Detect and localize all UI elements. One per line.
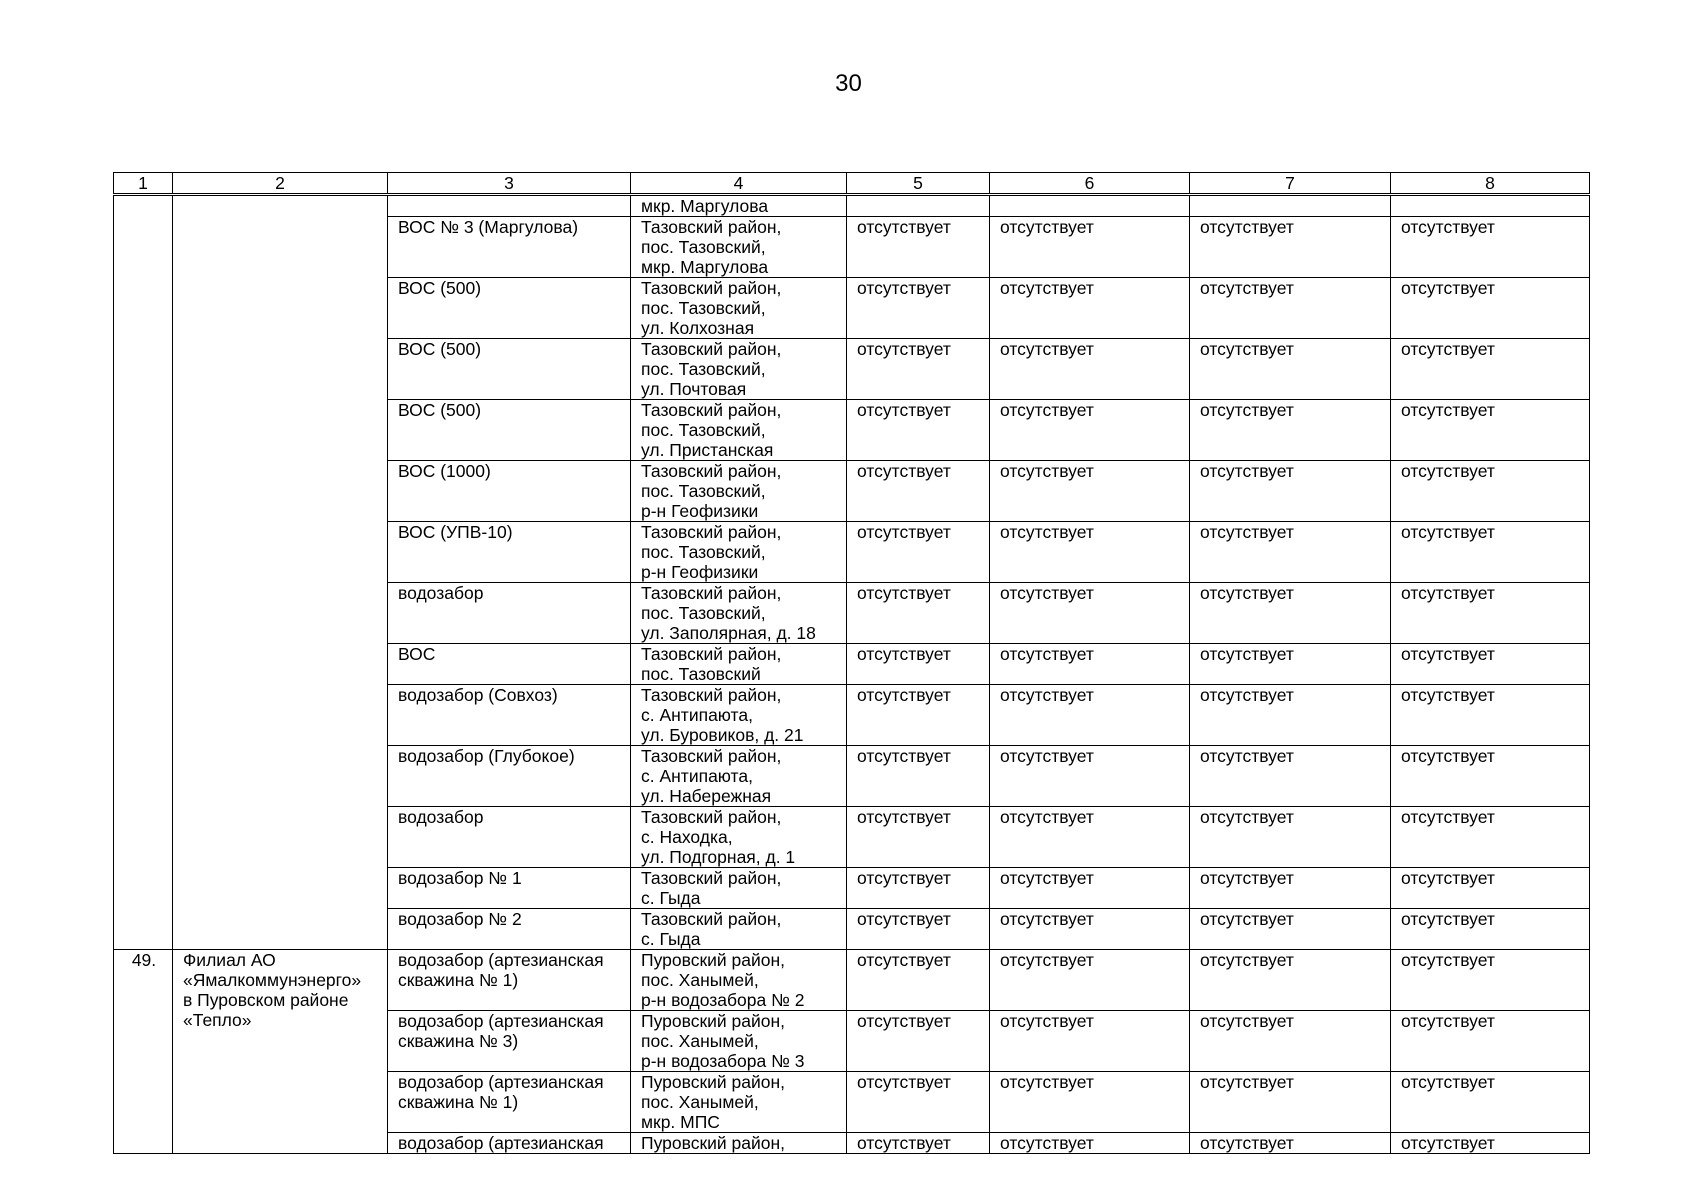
- status-cell: отсутствует: [847, 807, 990, 868]
- status-cell: отсутствует: [990, 400, 1190, 461]
- object-line: ВОС (УПВ-10): [398, 522, 513, 542]
- address-cell: [631, 522, 847, 583]
- address-cell: [631, 461, 847, 522]
- status-cell: отсутствует: [1190, 685, 1391, 746]
- address-line: Тазовский район,: [641, 522, 782, 542]
- number-cell: 49.: [114, 950, 173, 1154]
- object-cell: [388, 950, 631, 1011]
- object-cell: [388, 583, 631, 644]
- object-line: ВОС № 3 (Маргулова): [398, 217, 579, 237]
- object-line: водозабор: [398, 807, 484, 827]
- address-cell: [631, 1011, 847, 1072]
- status-cell: отсутствует: [847, 909, 990, 950]
- address-line: пос. Тазовский,: [641, 542, 766, 562]
- status-cell: отсутствует: [1391, 868, 1590, 909]
- status-cell: отсутствует: [990, 339, 1190, 400]
- address-cell: [631, 807, 847, 868]
- object-cell: [388, 461, 631, 522]
- status-cell: отсутствует: [1190, 1011, 1391, 1072]
- status-cell: отсутствует: [847, 1011, 990, 1072]
- address-line: Тазовский район,: [641, 217, 782, 237]
- address-cell: [631, 950, 847, 1011]
- address-line: пос. Тазовский,: [641, 359, 766, 379]
- status-cell: отсутствует: [1391, 583, 1590, 644]
- object-line: ВОС (500): [398, 400, 482, 420]
- address-line: пос. Тазовский,: [641, 237, 766, 257]
- organization-line: в Пуровском районе: [183, 990, 349, 1010]
- address-line: с. Гыда: [641, 929, 701, 949]
- address-line: ул. Пристанская: [641, 440, 774, 460]
- status-cell: отсутствует: [1391, 644, 1590, 685]
- object-line: ВОС (500): [398, 339, 482, 359]
- address-cell: [631, 400, 847, 461]
- object-line: водозабор (Глубокое): [398, 746, 575, 766]
- object-cell: [388, 746, 631, 807]
- status-cell: отсутствует: [990, 1011, 1190, 1072]
- address-line: Пуровский район,: [641, 1072, 786, 1092]
- status-cell: отсутствует: [1391, 1011, 1590, 1072]
- status-cell: отсутствует: [1190, 807, 1391, 868]
- status-cell: отсутствует: [847, 644, 990, 685]
- status-cell: отсутствует: [990, 950, 1190, 1011]
- object-line: водозабор: [398, 583, 484, 603]
- status-cell: отсутствует: [1190, 950, 1391, 1011]
- column-header: 5: [847, 173, 990, 195]
- address-line: ул. Заполярная, д. 18: [641, 623, 816, 643]
- status-cell: отсутствует: [1190, 217, 1391, 278]
- status-cell: отсутствует: [990, 278, 1190, 339]
- address-line: Пуровский район,: [641, 1133, 786, 1153]
- address-cell: [631, 644, 847, 685]
- address-cell: [631, 1133, 847, 1154]
- address-line: мкр. Маргулова: [641, 257, 769, 277]
- object-cell: [388, 522, 631, 583]
- address-line: пос. Тазовский,: [641, 603, 766, 623]
- status-cell: отсутствует: [1190, 868, 1391, 909]
- object-cell: [388, 1133, 631, 1154]
- status-cell: отсутствует: [847, 950, 990, 1011]
- status-cell: отсутствует: [1391, 685, 1590, 746]
- table-body: [114, 195, 1590, 1154]
- column-header: 2: [173, 173, 388, 195]
- address-line: мкр. МПС: [641, 1112, 720, 1132]
- status-cell: отсутствует: [990, 1072, 1190, 1133]
- address-line: Пуровский район,: [641, 950, 786, 970]
- address-line: Тазовский район,: [641, 278, 782, 298]
- address-line: пос. Тазовский,: [641, 481, 766, 501]
- column-number-row: [114, 173, 1590, 195]
- status-cell: отсутствует: [990, 644, 1190, 685]
- object-line: скважина № 1): [398, 1092, 519, 1112]
- object-line: водозабор (артезианская: [398, 950, 604, 970]
- address-line: с. Антипаюта,: [641, 766, 753, 786]
- address-line: пос. Тазовский,: [641, 420, 766, 440]
- address-line: ул. Колхозная: [641, 318, 755, 338]
- object-cell: [388, 644, 631, 685]
- status-cell: отсутствует: [1391, 461, 1590, 522]
- object-line: скважина № 3): [398, 1031, 519, 1051]
- column-header: 1: [114, 173, 173, 195]
- organization-line: Филиал АО: [183, 950, 276, 970]
- address-line: р-н Геофизики: [641, 501, 759, 521]
- status-cell: отсутствует: [847, 522, 990, 583]
- status-cell: отсутствует: [847, 217, 990, 278]
- status-cell: отсутствует: [990, 746, 1190, 807]
- object-cell: [388, 868, 631, 909]
- status-cell: отсутствует: [1391, 217, 1590, 278]
- status-cell: отсутствует: [990, 217, 1190, 278]
- status-cell: отсутствует: [1391, 1072, 1590, 1133]
- object-line: водозабор (артезианская: [398, 1011, 604, 1031]
- status-cell: отсутствует: [1391, 400, 1590, 461]
- status-cell: отсутствует: [1391, 1133, 1590, 1154]
- object-cell: [388, 807, 631, 868]
- status-cell: отсутствует: [847, 400, 990, 461]
- status-cell: отсутствует: [847, 1133, 990, 1154]
- address-cell: мкр. Маргулова: [631, 195, 847, 217]
- address-line: р-н водозабора № 3: [641, 1051, 805, 1071]
- object-cell: [388, 909, 631, 950]
- status-cell: отсутствует: [847, 461, 990, 522]
- status-cell: отсутствует: [990, 1133, 1190, 1154]
- object-cell: [388, 685, 631, 746]
- object-cell: [388, 339, 631, 400]
- organization-line: «Тепло»: [183, 1010, 252, 1030]
- status-cell: отсутствует: [1391, 950, 1590, 1011]
- status-cell: отсутствует: [1190, 278, 1391, 339]
- status-cell: отсутствует: [847, 746, 990, 807]
- address-line: с. Гыда: [641, 888, 701, 908]
- address-line: Тазовский район,: [641, 339, 782, 359]
- address-line: ул. Буровиков, д. 21: [641, 725, 804, 745]
- object-cell: [388, 1011, 631, 1072]
- address-line: с. Антипаюта,: [641, 705, 753, 725]
- status-cell: отсутствует: [1190, 1072, 1391, 1133]
- column-header: 6: [990, 173, 1190, 195]
- address-line: Тазовский район,: [641, 807, 782, 827]
- object-line: ВОС (1000): [398, 461, 491, 481]
- status-cell: отсутствует: [1391, 807, 1590, 868]
- registry-table: [113, 172, 1590, 1154]
- status-cell: отсутствует: [990, 461, 1190, 522]
- status-cell: отсутствует: [1190, 909, 1391, 950]
- status-cell: отсутствует: [847, 339, 990, 400]
- organization-cell: [173, 950, 388, 1154]
- address-line: ул. Почтовая: [641, 379, 747, 399]
- object-line: водозабор (артезианская: [398, 1072, 604, 1092]
- object-line: водозабор № 2: [398, 909, 522, 929]
- object-line: скважина № 1): [398, 970, 519, 990]
- object-line: ВОС (500): [398, 278, 482, 298]
- address-line: пос. Ханымей,: [641, 1092, 759, 1112]
- address-cell: [631, 868, 847, 909]
- status-cell: отсутствует: [1190, 400, 1391, 461]
- address-line: Тазовский район,: [641, 685, 782, 705]
- status-cell: отсутствует: [1391, 909, 1590, 950]
- object-line: ВОС: [398, 644, 436, 664]
- status-cell: отсутствует: [990, 868, 1190, 909]
- status-cell: отсутствует: [847, 583, 990, 644]
- status-cell: отсутствует: [847, 868, 990, 909]
- column-header: 4: [631, 173, 847, 195]
- status-cell: отсутствует: [990, 685, 1190, 746]
- object-cell: [388, 217, 631, 278]
- object-line: водозабор (Совхоз): [398, 685, 558, 705]
- status-cell: отсутствует: [1190, 339, 1391, 400]
- number-cell: [114, 195, 173, 950]
- organization-line: «Ямалкоммунэнерго»: [183, 970, 362, 990]
- page-number: 30: [835, 70, 862, 97]
- status-cell: отсутствует: [1391, 278, 1590, 339]
- status-cell: отсутствует: [990, 522, 1190, 583]
- status-cell: отсутствует: [847, 278, 990, 339]
- empty-cell: [1190, 195, 1391, 217]
- address-cell: [631, 1072, 847, 1133]
- status-cell: отсутствует: [1190, 746, 1391, 807]
- status-cell: отсутствует: [1190, 522, 1391, 583]
- address-line: пос. Тазовский,: [641, 298, 766, 318]
- status-cell: отсутствует: [990, 583, 1190, 644]
- object-line: водозабор (артезианская: [398, 1133, 604, 1153]
- address-cell: [631, 909, 847, 950]
- address-line: с. Находка,: [641, 827, 733, 847]
- organization-cell: [173, 195, 388, 950]
- status-cell: отсутствует: [1391, 522, 1590, 583]
- empty-cell: [847, 195, 990, 217]
- address-line: Тазовский район,: [641, 909, 782, 929]
- column-header: 3: [388, 173, 631, 195]
- status-cell: отсутствует: [990, 909, 1190, 950]
- status-cell: отсутствует: [1391, 339, 1590, 400]
- address-line: пос. Ханымей,: [641, 1031, 759, 1051]
- address-line: р-н водозабора № 2: [641, 990, 805, 1010]
- address-line: Тазовский район,: [641, 400, 782, 420]
- address-cell: [631, 217, 847, 278]
- address-line: Тазовский район,: [641, 746, 782, 766]
- address-line: Пуровский район,: [641, 1011, 786, 1031]
- table-row: [114, 195, 1590, 217]
- empty-cell: [990, 195, 1190, 217]
- status-cell: отсутствует: [847, 685, 990, 746]
- object-cell: [388, 278, 631, 339]
- status-cell: отсутствует: [847, 1072, 990, 1133]
- status-cell: отсутствует: [1190, 583, 1391, 644]
- status-cell: отсутствует: [1190, 644, 1391, 685]
- address-line: Тазовский район,: [641, 461, 782, 481]
- address-line: Тазовский район,: [641, 868, 782, 888]
- status-cell: отсутствует: [1391, 746, 1590, 807]
- address-line: Тазовский район,: [641, 583, 782, 603]
- table-row: [114, 950, 1590, 1011]
- column-header: 7: [1190, 173, 1391, 195]
- address-line: пос. Ханымей,: [641, 970, 759, 990]
- address-cell: [631, 278, 847, 339]
- status-cell: отсутствует: [990, 807, 1190, 868]
- address-cell: [631, 746, 847, 807]
- status-cell: отсутствует: [1190, 1133, 1391, 1154]
- status-cell: отсутствует: [1190, 461, 1391, 522]
- object-cell: [388, 400, 631, 461]
- object-line: водозабор № 1: [398, 868, 522, 888]
- address-line: пос. Тазовский: [641, 664, 761, 684]
- object-cell: [388, 1072, 631, 1133]
- address-line: ул. Подгорная, д. 1: [641, 847, 796, 867]
- address-cell: [631, 685, 847, 746]
- address-line: ул. Набережная: [641, 786, 772, 806]
- address-line: Тазовский район,: [641, 644, 782, 664]
- column-header: 8: [1391, 173, 1590, 195]
- object-cell: [388, 195, 631, 217]
- address-cell: [631, 339, 847, 400]
- address-line: р-н Геофизики: [641, 562, 759, 582]
- empty-cell: [1391, 195, 1590, 217]
- address-cell: [631, 583, 847, 644]
